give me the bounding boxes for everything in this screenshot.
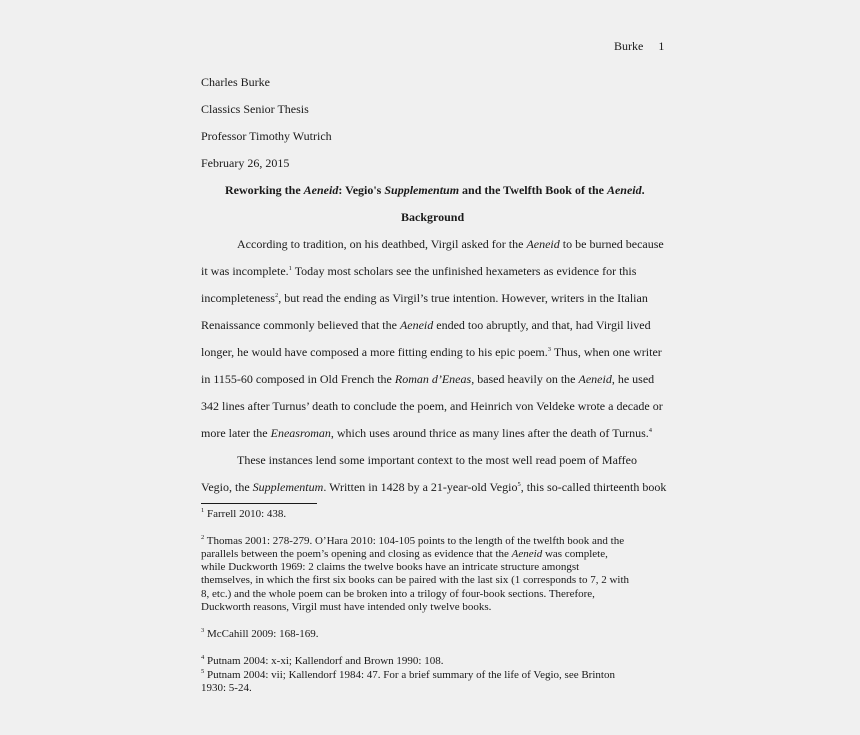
- footnote: $^5$ Putnam 2004: vii; Kallendorf 1984: 47. For a brief summary of the life of Vegio, see Brinton: [201, 668, 615, 681]
- footnote-line: parallels between the poem’s opening and closing as evidence that the Aeneid was complete,: [201, 548, 608, 560]
- footnote: $^3$ McCahill 2009: 168-169.: [201, 627, 319, 640]
- body-line: According to tradition, on his deathbed, Virgil asked for the Aeneid to be burned because: [237, 237, 664, 251]
- running-header: [614, 39, 664, 53]
- paper-title: Reworking the Aeneid: Vegio's Supplementum and the Twelfth Book of the Aeneid.: [225, 183, 645, 197]
- footnote-ref: 3: [547, 346, 552, 353]
- footnote-ref: 1: [288, 265, 292, 272]
- footnote-line: Duckworth reasons, Virgil must have intended only twelve books.: [201, 601, 492, 613]
- footnote-ref: 4: [648, 427, 653, 434]
- footnote: $^1$ Farrell 2010: 438.: [201, 507, 287, 520]
- footnote-ref: 2: [274, 292, 279, 299]
- section-heading: Background: [401, 210, 465, 224]
- body-line: 342 lines after Turnus’ death to conclude the poem, and Heinrich von Veldeke wrote a decade or: [201, 399, 663, 413]
- footnote-line: 1930: 5-24.: [201, 682, 252, 694]
- body-line: Renaissance commonly believed that the Aeneid ended too abruptly, and that, had Virgil lived: [201, 318, 651, 332]
- body-line: more later the Eneasroman, which uses around thrice as many lines after the death of Turnus.$^4$: [201, 426, 653, 440]
- body-line: in 1155-60 composed in Old French the Roman d’Eneas, based heavily on the Aeneid, he used: [201, 372, 655, 386]
- footnote-ref: 5: [517, 481, 521, 488]
- body-line: These instances lend some important context to the most well read poem of Maffeo: [237, 453, 638, 467]
- body-line: Vegio, the Supplementum. Written in 1428 by a 21-year-old Vegio$^5$, this so-called thirteenth book: [201, 480, 667, 494]
- professor-name: Professor Timothy Wutrich: [201, 129, 332, 143]
- header-page-number: 1: [658, 39, 665, 53]
- course-name: Classics Senior Thesis: [201, 102, 309, 116]
- body-line: it was incomplete.$^1$ Today most scholars see the unfinished hexameters as evidence for this: [201, 264, 637, 278]
- author-name: Charles Burke: [201, 75, 270, 89]
- footnote-line: 8, etc.) and the whole poem can be broken into a trilogy of four-book sections. Therefore,: [201, 588, 595, 600]
- footnote-separator: [201, 503, 317, 504]
- header-author: Burke: [614, 39, 644, 53]
- footnote: $^4$ Putnam 2004: x-xi; Kallendorf and Brown 1990: 108.: [201, 654, 444, 667]
- date: February 26, 2015: [201, 156, 290, 170]
- body-line: longer, he would have composed a more fitting ending to his epic poem.$^3$ Thus, when one writer: [201, 345, 662, 359]
- body-line: incompleteness$^2$, but read the ending as Virgil’s true intention. However, writers in the Italian: [201, 291, 648, 305]
- footnote-line: themselves, in which the first six books can be paired with the last six (1 corresponds to 7, 2 with: [201, 574, 630, 586]
- footnote-line: while Duckworth 1969: 2 claims the twelve books have an intricate structure amongst: [201, 561, 580, 573]
- footnote: $^2$ Thomas 2001: 278-279. O’Hara 2010: 104-105 points to the length of the twelfth book and the: [201, 534, 625, 547]
